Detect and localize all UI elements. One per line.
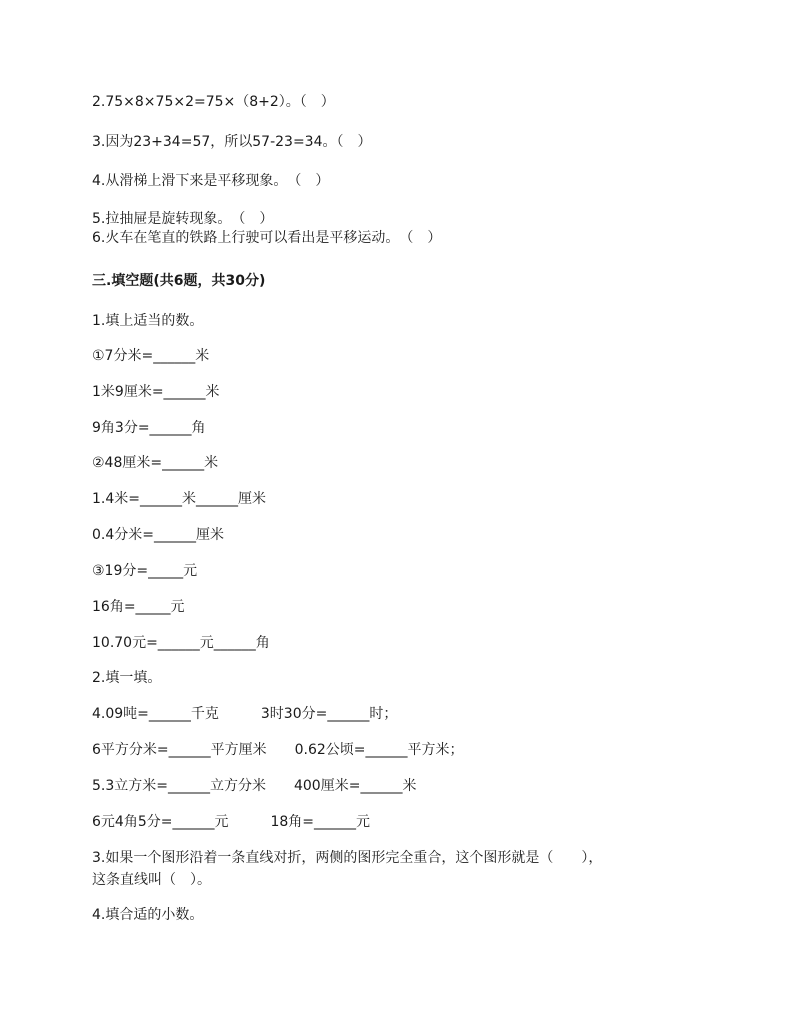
q1-line: 9角3分=______角	[92, 420, 206, 436]
q1-line: ③19分=_____元	[92, 563, 198, 579]
judgment-item-6: 6.火车在笔直的铁路上行驶可以看出是平移运动。 （ ）	[92, 230, 442, 246]
q1-line: ②48厘米=______米	[92, 455, 219, 471]
q1-line: 1米9厘米=______米	[92, 384, 220, 400]
q2-line: 6平方分米=______平方厘米 0.62公顷=______平方米；	[92, 742, 464, 758]
question-3-text: 3.如果一个图形沿着一条直线对折，两侧的图形完全重合，这个图形就是（ ），这条直线叫（ ）。	[92, 850, 603, 888]
q2-line: 4.09吨=______千克 3时30分=______时；	[92, 706, 398, 722]
q2-line: 5.3立方米=______立方分米 400厘米=______米	[92, 778, 417, 794]
q1-line: ①7分米=______米	[92, 348, 210, 364]
q1-line: 1.4米=______米______厘米	[92, 491, 266, 507]
section-heading-fill-in: 三.填空题(共6题，共30分)	[92, 273, 266, 289]
q2-line: 6元4角5分=______元 18角=______元	[92, 814, 370, 830]
q1-line: 16角=_____元	[92, 599, 185, 615]
question-4-stem: 4.填合适的小数。	[92, 907, 204, 923]
judgment-item-4: 4.从滑梯上滑下来是平移现象。 （ ）	[92, 173, 330, 189]
judgment-item-5: 5.拉抽屉是旋转现象。 （ ）	[92, 211, 274, 227]
q1-line: 10.70元=______元______角	[92, 635, 270, 651]
question-2-stem: 2.填一填。	[92, 670, 162, 686]
q1-line: 0.4分米=______厘米	[92, 527, 224, 543]
judgment-item-3: 3.因为23+34=57，所以57-23=34。（ ）	[92, 134, 372, 150]
judgment-item-2: 2.75×8×75×2=75×（8+2）。（ ）	[92, 94, 335, 110]
question-1-stem: 1.填上适当的数。	[92, 313, 204, 329]
